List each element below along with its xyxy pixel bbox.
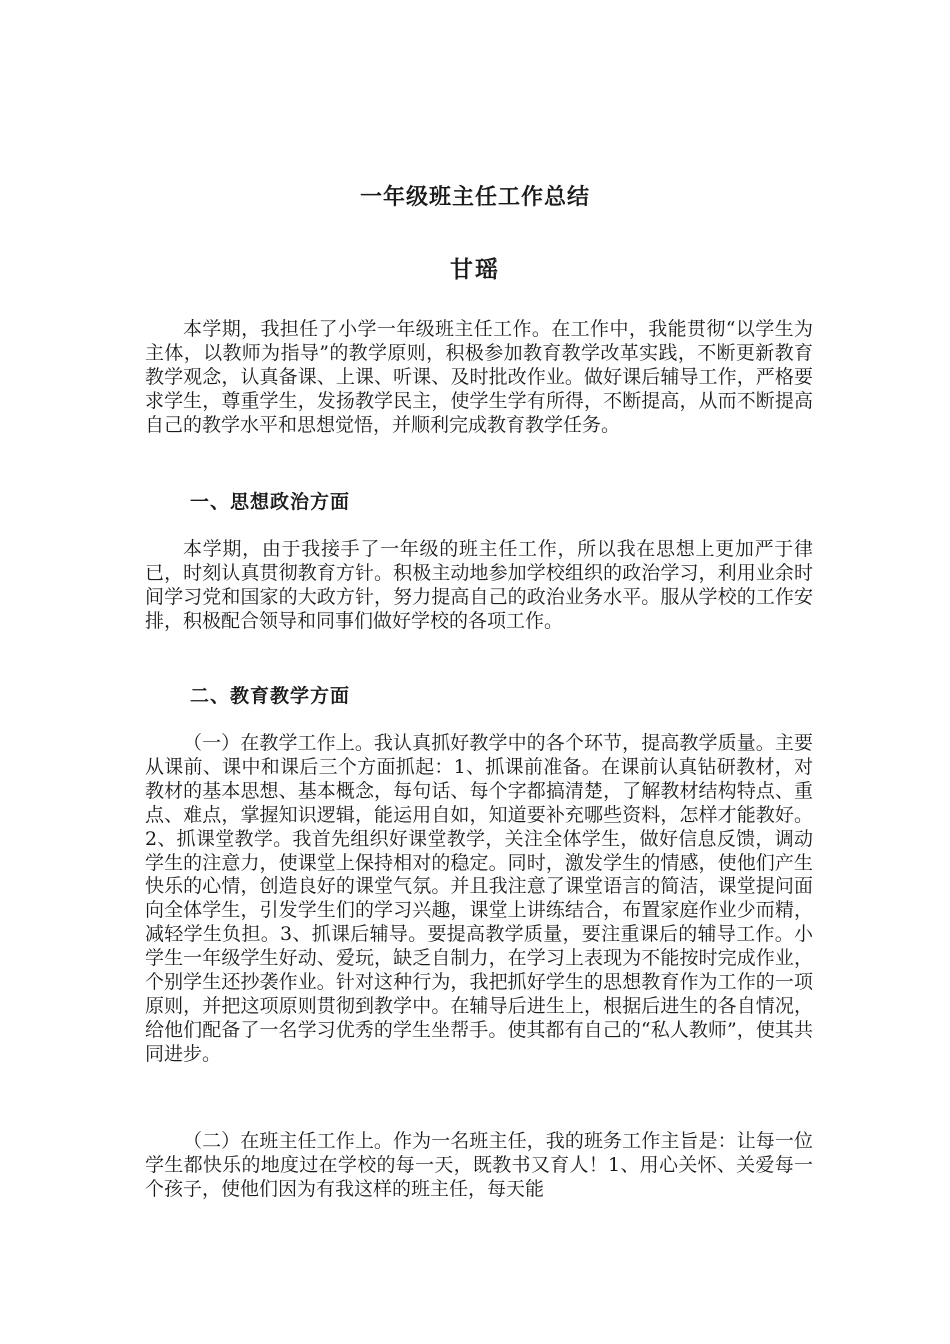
class-teacher-paragraph: （二）在班主任工作上。作为一名班主任，我的班务工作主旨是：让每一位学生都快乐的地度过在学校的每一天，既教书又育人！1、用心关怀、关爱每一个孩子，使他们因为有我这样的班主任，每天能 xyxy=(145,1130,813,1200)
teaching-paragraph: （一）在教学工作上。我认真抓好教学中的各个环节，提高教学质量。主要从课前、课中和课后三个方面抓起：1、抓课前准备。在课前认真钻研教材，对教材的基本思想、基本概念，每句话、每个字都搞清楚，了解教材结构特点、重点、难点，掌握知识逻辑，能运用自如，知道要补充哪些资料，怎样才能教好。2、抓课堂教学。我首先组织好课堂教学，关注全体学生，做好信息反馈，调动学生的注意力，使课堂上保持相对的稳定。同时，激发学生的情感，使他们产生快乐的心情，创造良好的课堂气氛。并且我注意了课堂语言的简洁，课堂提问面向全体学生，引发学生们的学习兴趣，课堂上讲练结合，布置家庭作业少而精，减轻学生负担。3、抓课后辅导。要提高教学质量，要注重课后的辅导工作。小学生一年级学生好动、爱玩，缺乏自制力，在学习上表现为不能按时完成作业，个别学生还抄袭作业。针对这种行为，我把抓好学生的思想教育作为工作的一项原则，并把这项原则贯彻到教学中。在辅导后进生上，根据后进生的各自情况，给他们配备了一名学习优秀的学生坐帮手。使其都有自己的“私人教师”，使其共同进步。 xyxy=(145,732,813,1065)
document-title: 一年级班主任工作总结 xyxy=(359,184,590,210)
author-name: 甘瑶 xyxy=(450,256,500,283)
politics-paragraph: 本学期，由于我接手了一年级的班主任工作，所以我在思想上更加严于律已，时刻认真贯彻教育方针。积极主动地参加学校组织的政治学习，利用业余时间学习党和国家的大政方针，努力提高自己的政治业务水平。服从学校的工作安排，积极配合领导和同事们做好学校的各项工作。 xyxy=(145,538,813,632)
section-heading-politics: 一、思想政治方面 xyxy=(190,491,351,513)
section-heading-teaching: 二、教育教学方面 xyxy=(190,685,351,707)
intro-paragraph: 本学期，我担任了小学一年级班主任工作。在工作中，我能贯彻“以学生为主体，以教师为指导”的教学原则，积极参加教育教学改革实践，不断更新教育教学观念，认真备课、上课、听课、及时批改作业。做好课后辅导工作，严格要求学生，尊重学生，发扬教学民主，使学生学有所得，不断提高，从而不断提高自己的教学水平和思想觉悟，并顺利完成教育教学任务。 xyxy=(145,318,813,436)
